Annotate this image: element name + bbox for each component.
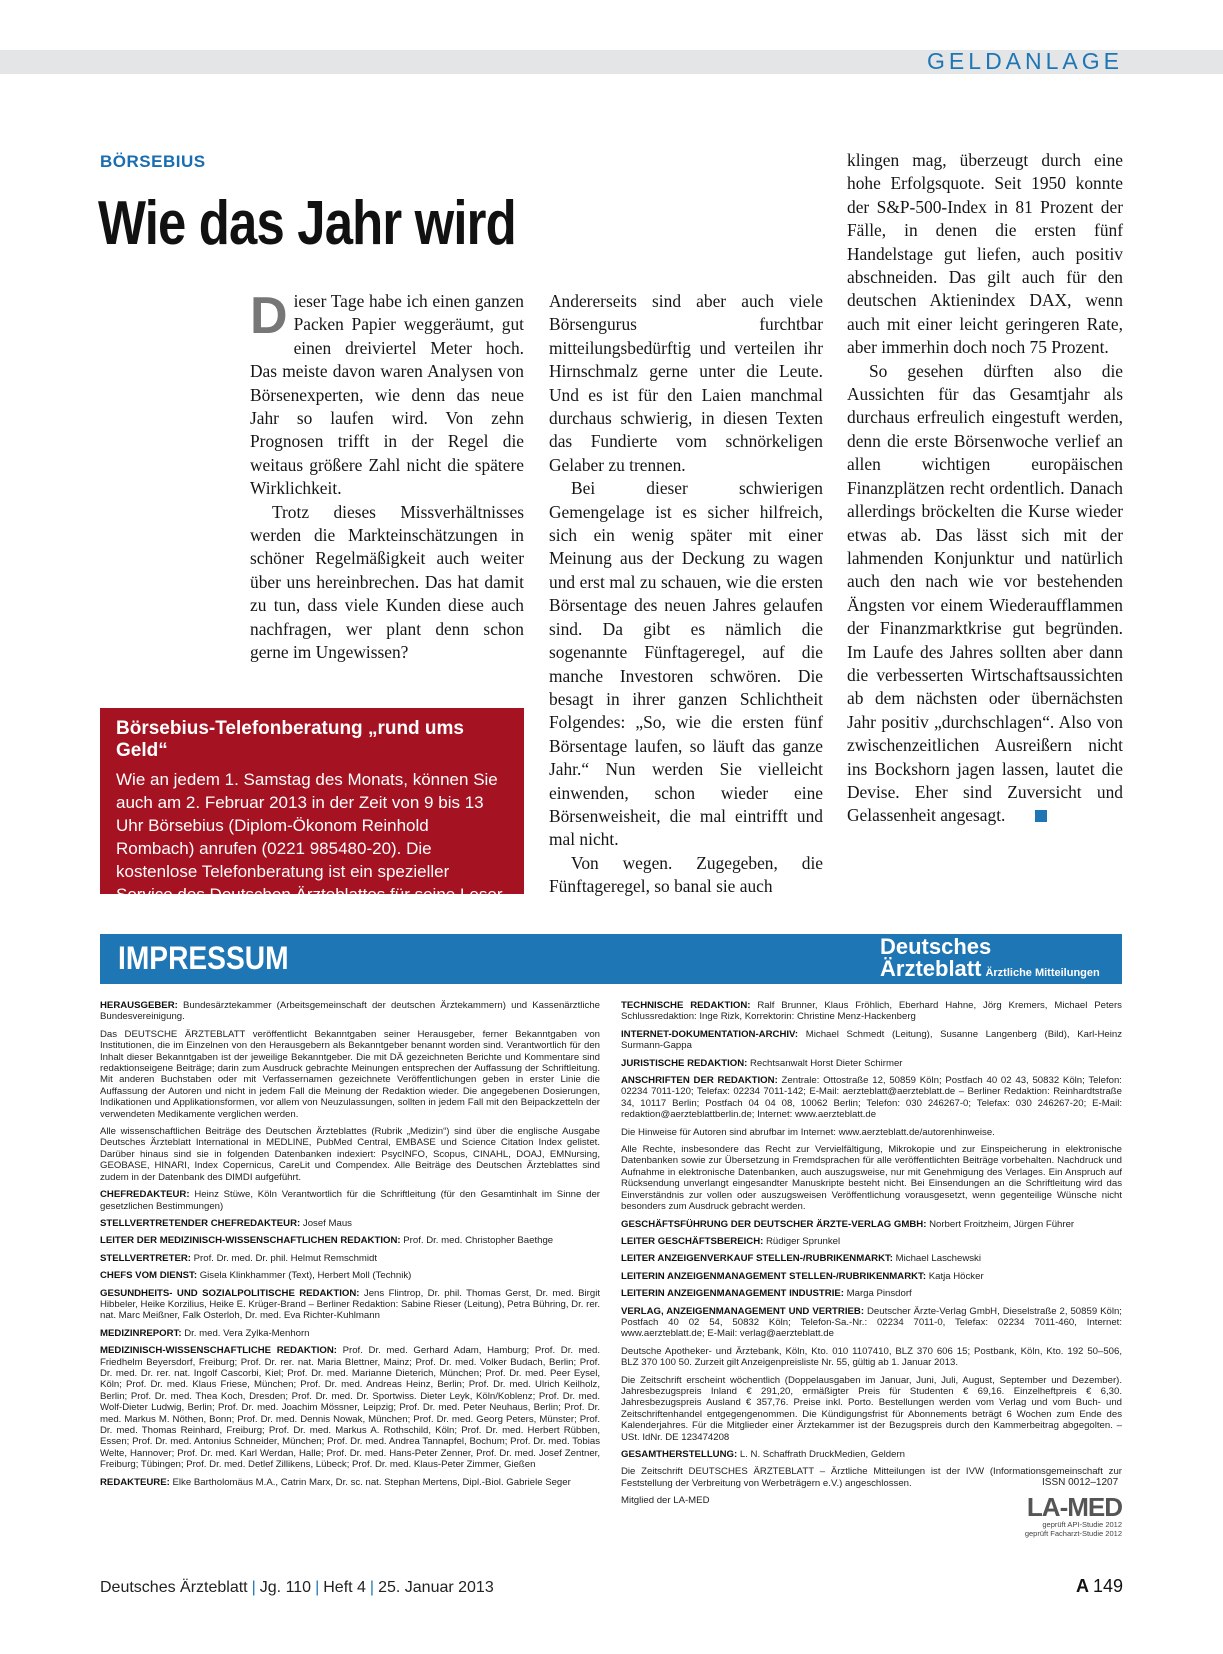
impressum-text: Michael Laschewski [895,1253,981,1265]
impressum-entry [100,1126,600,1183]
impressum-text: Jens Flintrop, Dr. phil. Thomas Gerst, Dr. med. Birgit Hibbeler, Heike Korzilius, Heike E. Krüger-Brand – Berliner Redaktion: Sabine Rieser (Leitung), Petra Bühring, Dr. rer. nat. Marc Meißner, Falk Osterloh, Dr. med. Eva Richter-Kuhlmann [100,1287,601,1322]
impressum-text: Deutsche Apotheker- und Ärztebank, Köln, Kto. 010 1107410, BLZ 370 606 15; Postbank, Köln, Kto. 192 50–506, BLZ 370 100 50. Zurzeit gilt Anzeigenpreisliste Nr. 55, gültig ab 1. Januar 2013. [621,1345,1122,1369]
article-headline: Wie das Jahr wird [98,189,516,258]
impressum-label: MEDIZINREPORT: [100,1327,182,1339]
article-paragraph: Von wegen. Zugegeben, die Fünftageregel, so banal sie auch [549,852,823,897]
impressum-text: Katja Höcker [928,1270,984,1282]
box-title: Börsebius-Telefonberatung „rund ums Geld“ [116,718,465,761]
impressum-entry [621,1288,1122,1299]
impressum-label: LEITER DER MEDIZINISCH-WISSENSCHAFTLICHEN REDAKTION: [100,1235,401,1247]
impressum-entry [621,1029,1122,1052]
impressum-text: Norbert Froitzheim, Jürgen Führer [929,1218,1075,1230]
impressum-text: Dr. med. Vera Zylka-Menhorn [184,1327,310,1339]
impressum-text: Elke Bartholomäus M.A., Catrin Marx, Dr. sc. nat. Stephan Mertens, Dipl.-Biol. Gabriele Seger [172,1476,571,1488]
impressum-label: STELLVERTRETENDER CHEFREDAKTEUR: [100,1217,301,1229]
journal-logo [880,936,1100,984]
impressum-entry [100,1477,600,1488]
article-paragraph: klingen mag, überzeugt durch eine hohe Erfolgsquote. Seit 1950 konnte der S&P-500-Index in 81 Prozent der Fälle, in denen die ersten fünf Handelstage gut liefen, auch positiv abschneiden. Das gilt auch für den deutschen Aktienindex DAX, wenn auch mit einer leicht geringeren Rate, aber immerhin doch noch 75 Prozent. [847,150,1123,358]
impressum-label: GESCHÄFTSFÜHRUNG DER DEUTSCHER ÄRZTE-VERLAG GMBH: [621,1218,927,1230]
impressum-entry [621,1058,1122,1069]
logo-subtitle: Ärztliche Mitteilungen [985,967,1100,979]
box-text: Wie an jedem 1. Samstag des Monats, können Sie auch am 2. Februar 2013 in der Zeit von 9 bis 13 Uhr Börsebius (Diplom-Ökonom Reinhold Rombach) anrufen (0221 985480-20). Die kostenlose Telefonberatung ist ein spezieller Service des Deutschen Ärzteblattes für seine Leser. [116,770,507,904]
impressum-column-left [100,1000,600,1494]
impressum-entry [621,1449,1122,1460]
impressum-entry [100,1253,600,1264]
impressum-text: Alle Rechte, insbesondere das Recht zur Vervielfältigung, Mikrokopie und zur Einspeicherung in elektronische Datenbanken sowie zur Übersetzung in Fremdsprachen für alle veröffentlichten Beiträge vorbehalten. Nachdruck und Aufnahme in elektronische Datenbanken, auch auszugsweise, nur mit Genehmigung des Verlages. Ein Anspruch auf Rücksendung unverlangt eingesandter Manuskripte besteht nicht. Bei Einsendungen an die Schriftleitung wird das Einverständnis zur vollen oder auszugsweisen Veröffentlichung vorausgesetzt, wenn gegenteilige Wünsche nicht besonders zum Ausdruck gebracht werden. [621,1144,1122,1213]
article-kicker: BÖRSEBIUS [100,152,206,171]
impressum-text: Die Zeitschrift DEUTSCHES ÄRZTEBLATT – Ärztliche Mitteilungen ist der IVW (Informationsgemeinschaft zur Feststellung der Verbreitung von Werbeträgern e.V.) angeschlossen. [621,1466,1122,1489]
impressum-text: Prof. Dr. med. Gerhard Adam, Hamburg; Prof. Dr. med. Friedhelm Beyersdorf, Freiburg; Prof. Dr. rer. nat. Maria Blettner, Mainz; Prof. Dr. med. Volker Budach, Berlin; Prof. Dr. med. Dr. rer. nat. Ingolf Cascorbi, Kiel; Prof. Dr. med. Marianne Dieterich, München; Prof. Dr. med. Peer Eysel, Köln; Prof. Dr. med. Klaus Friese, München; Prof. Dr. med. Andreas Heinz, Berlin; Prof. Dr. med. Ulrich Keilholz, Berlin; Prof. Dr. med. Thea Koch, Dresden; Prof. Dr. med. Dr. Sportwiss. Dieter Leyk, Köln/Koblenz; Prof. Dr. med. Wolf-Dieter Ludwig, Berlin; Prof. Dr. med. Joachim Mössner, Leipzig; Prof. Dr. med. Peter Neuhaus, Berlin; Prof. Dr. med. Markus M. Nöthen, Bonn; Prof. Dr. med. Dennis Nowak, München; Prof. Dr. med. Georg Peters, Münster; Prof. Dr. med. Thomas Reinhard, Freiburg; Prof. Dr. med. Markus A. Rothschild, Köln; Prof. Dr. med. Herbert Rübben, Essen; Prof. Dr. med. Antonius Schneider, München; Prof. Dr. med. Andrea Tannapfel, Bochum; Prof. Dr. med. Tobias Welte, Hannover; Prof. Dr. med. Karl Werdan, Halle; Prof. Dr. med. Hans-Peter Zenner, Prof. Dr. med. Josef Zentner, Freiburg; Tübingen; Prof. Dr. med. Detlef Zillikens, Lübeck; Prof. Dr. med. Klaus-Peter Zimmer, Gießen [100,1345,600,1471]
logo-line-1: Deutsches [880,934,992,959]
impressum-label: CHEFREDAKTEUR: [100,1189,190,1201]
la-med-note: geprüft Facharzt-Studie 2012 [1024,1529,1122,1538]
footer-issue: Heft 4 [323,1579,366,1596]
la-med-badge [1010,1494,1122,1538]
impressum-label: LEITER GESCHÄFTSBEREICH: [621,1235,764,1247]
impressum-label: ANSCHRIFTEN DER REDAKTION: [621,1075,778,1087]
impressum-text: Gisela Klinkhammer (Text), Herbert Moll (Technik) [199,1270,412,1282]
impressum-label: LEITERIN ANZEIGENMANAGEMENT STELLEN-/RUBRIKENMARKT: [621,1270,927,1282]
impressum-entry [621,1346,1122,1369]
impressum-text: Prof. Dr. med. Christopher Baethge [403,1235,554,1247]
logo-line-2: Ärzteblatt Ärztliche Mitteilungen [880,956,1100,981]
impressum-entry [100,1218,600,1229]
impressum-label: INTERNET-DOKUMENTATION-ARCHIV: [621,1028,799,1040]
impressum-text: Deutscher Ärzte-Verlag GmbH, Dieselstraße 2, 50859 Köln; Postfach 40 02 54, 50832 Köln; Telefon-Sa.-Nr.: 02234 7011-0, Telefax: 02234 7011-460, Internet: www.aerzteblatt.de; E-Mail: verlag@aerzteblatt.de [621,1305,1122,1340]
impressum-entry [100,1189,600,1212]
impressum-entry [100,1000,600,1023]
impressum-entry [621,1127,1122,1138]
impressum-label: GESAMTHERSTELLUNG: [621,1449,738,1460]
footer-journal: Deutsches Ärzteblatt [100,1579,248,1596]
footer-date: 25. Januar 2013 [378,1579,494,1596]
impressum-label: LEITER ANZEIGENVERKAUF STELLEN-/RUBRIKENMARKT: [621,1253,893,1265]
impressum-entry [100,1029,600,1120]
page-number: A 149 [1075,1576,1123,1596]
impressum-text: Rüdiger Sprunkel [766,1235,841,1247]
article-column-2 [549,290,823,899]
impressum-entry [621,1219,1122,1230]
impressum-text: Das DEUTSCHE ÄRZTEBLATT veröffentlicht Bekanntgaben seiner Herausgeber, ferner Bekanntgaben von Institutionen, die im Einzelnen von den Herausgebern als Bekanntgeber benannt worden sind. Verantwortlich für den Inhalt dieser Bekanntgaben ist der jeweilige Bekanntgeber. Die mit DÄ gezeichneten Berichte und Kommentare sind redaktionseigene Beiträge; darin zum Ausdruck gebrachte Meinungen entsprechen der Auffassung der Schriftleitung. Mit anderen Buchstaben oder mit Verfassernamen gezeichnete Veröffentlichungen geben in erster Linie die Auffassung der Autoren und nicht in jedem Fall die Meinung der Redaktion wieder. Die angegebenen Dosierungen, Indikationen und Applikationsformen, vor allem von Neuzulassungen, sollten in jedem Fall mit den Beipackzetteln der verwendeten Medikamente verglichen werden. [100,1028,600,1120]
end-mark-icon [1035,810,1047,822]
phone-consultation-box [100,708,524,904]
la-med-note: geprüft API-Studie 2012 [1042,1520,1122,1529]
footer-volume: Jg. 110 [259,1579,312,1596]
impressum-label: REDAKTEURE: [100,1476,170,1488]
article-paragraph: Bei dieser schwierigen Gemengelage ist es sicher hilfreich, sich ein wenig später mit einer Meinung aus der Deckung zu wagen und erst mal zu schauen, wie die ersten Börsentage des neuen Jahres gelaufen sind. Da gibt es nämlich die sogenannte Fünftageregel, auf die manche Investoren schwören. Die besagt in ihrer ganzen Schlichtheit Folgendes: „So, wie die ersten fünf Börsentage laufen, so läuft das ganze Jahr.“ Nun werden Sie vielleicht einwenden, schon wieder eine Börsenweisheit, die mal eintrifft und mal nicht. [549,478,823,850]
impressum-label: JURISTISCHE REDAKTION: [621,1057,748,1069]
impressum-text: Heinz Stüwe, Köln Verantwortlich für die Schriftleitung (für den Gesamtinhalt im Sinne der gesetzlichen Bestimmungen) [100,1189,600,1212]
impressum-text: Mitglied der LA-MED [621,1495,710,1507]
impressum-text: Die Zeitschrift erscheint wöchentlich (Doppelausgaben im Januar, Juni, Juli, August, September und Dezember). Jahresbezugspreis Inland € 291,20, ermäßigter Preis für Studenten € 69,16. Einzelheftpreis € 6,30. Jahresbezugspreis Ausland € 357,76. Preise inkl. Porto. Bestellungen werden vom Verlag und vom Buch- und Zeitschriftenhandel entgegengenommen. Die Kündigungsfrist für Abonnements beträgt 6 Wochen zum Ende des Kalenderjahres. Für die Mitglieder einer Ärztekammer ist der Bezugspreis durch den Kammerbeitrag abgegolten. – USt. IdNr. DE 123474208 [621,1374,1122,1443]
impressum-entry [621,1000,1122,1023]
impressum-text: Prof. Dr. med. Dr. phil. Helmut Remschmidt [193,1252,378,1264]
article-column-3 [847,149,1123,828]
impressum-text: Bundesärztekammer (Arbeitsgemeinschaft der deutschen Ärztekammern) und Kassenärztliche Bundesvereinigung. [100,1000,601,1023]
impressum-label: TECHNISCHE REDAKTION: [621,1000,751,1011]
impressum-text: Marga Pinsdorf [846,1288,912,1300]
impressum-entry [621,1375,1122,1443]
impressum-text: Die Hinweise für Autoren sind abrufbar im Internet: www.aerzteblatt.de/autorenhinweise. [621,1126,995,1138]
section-label: GELDANLAGE [927,48,1123,74]
impressum-text: Ralf Brunner, Klaus Fröhlich, Eberhard Hahne, Jörg Kremers, Michael Peters Schlussredaktion: Inge Rizk, Korrektorin: Christine Menz-Hackenberg [621,1000,1122,1023]
impressum-entry [621,1306,1122,1340]
impressum-label: STELLVERTRETER: [100,1252,191,1264]
drop-cap: D [250,287,288,345]
impressum-label: GESUNDHEITS- UND SOZIALPOLITISCHE REDAKTION: [100,1287,360,1299]
issn: ISSN 0012–1207 [1042,1477,1119,1488]
impressum-entry [621,1144,1122,1212]
impressum-entry [621,1271,1122,1282]
impressum-label: MEDIZINISCH-WISSENSCHAFTLICHE REDAKTION: [100,1345,337,1357]
impressum-column-right [621,1000,1122,1513]
impressum-entry [100,1328,600,1339]
article-paragraph: So gesehen dürften also die Aussichten für das Gesamtjahr als durchaus erfreulich eingestuft werden, denn die erste Börsenwoche verlief an allen wichtigen europäischen Finanzplätzen recht ordentlich. Danach allerdings bröckelten die Kurse wieder etwas ab. Das lässt sich mit der lahmenden Konjunktur und natürlich auch den nach wie vor bestehenden Ängsten vor einem Wiederaufflammen der Finanzmarktkrise gut begründen. Im Laufe des Jahres sollten aber dann die verbesserten Wirtschaftsaussichten ab dem nächsten oder übernächsten Jahr positiv „durchschlagen“. Also von zwischenzeitlichen Ausreißern nicht ins Bockshorn jagen lassen, lautet die Devise. Eher sind Zuversicht und Gelassenheit angesagt. [847,360,1123,826]
impressum-label: LEITERIN ANZEIGENMANAGEMENT INDUSTRIE: [621,1288,844,1300]
impressum-entry [621,1253,1122,1264]
impressum-entry [621,1236,1122,1247]
article-paragraph: Trotz dieses Missverhältnisses werden die Markteinschätzungen in schöner Regelmäßigkeit auch weiter über uns hereinbrechen. Das hat damit zu tun, dass viele Kunden diese auch nachfragen, wer plant denn schon gerne im Ungewissen? [250,501,524,663]
impressum-text: Josef Maus [302,1217,352,1229]
impressum-label: CHEFS VOM DIENST: [100,1270,198,1282]
impressum-text: L. N. Schaffrath DruckMedien, Geldern [739,1449,906,1460]
impressum-text: Michael Schmedt (Leitung), Susanne Langenberg (Bild), Karl-Heinz Surmann-Gappa [621,1028,1122,1052]
page-footer: Deutsches Ärzteblatt | Jg. 110 | Heft 4 | 25. Januar 2013 [100,1579,494,1596]
impressum-entry [100,1288,600,1322]
impressum-text: Zentrale: Ottostraße 12, 50859 Köln; Postfach 40 02 43, 50832 Köln; Telefon: 02234 7011-120; Telefax: 02234 7011-142; E-Mail: aerzteblatt@aerzteblatt.de – Berliner Redaktion: Reinhardtstraße 34, 10117 Berlin; Postfach 04 04 08, 10062 Berlin; Telefon: 030 246267-0; Telefax: 030 246267-20; E-Mail: redaktion@aerzteblattberlin.de; Internet: www.aerzteblatt.de [621,1075,1122,1121]
impressum-title: IMPRESSUM [118,940,289,976]
impressum-text: Rechtsanwalt Horst Dieter Schirmer [750,1057,903,1069]
article-paragraph: Andererseits sind aber auch viele Börsengurus furchtbar mitteilungsbedürftig und verteilen ihr Hirnschmalz gerne unter die Leute. Und es ist für den Laien manchmal durchaus schwierig, in diesen Texten das Fundierte vom schnörkeligen Gelaber zu trennen. [549,291,823,475]
impressum-entry [100,1270,600,1281]
impressum-label: HERAUSGEBER: [100,1000,178,1011]
impressum-text: Alle wissenschaftlichen Beiträge des Deutschen Ärzteblattes (Rubrik „Medizin“) sind über die englische Ausgabe Deutsches Ärzteblatt International in MEDLINE, PubMed Central, EMBASE und Science Citation Index gelistet. Darüber hinaus sind sie in folgenden Datenbanken indexiert: PsycINFO, Scopus, CINAHL, DOAJ, EMNursing, GEOBASE, HINARI, Index Copernicus, CareLit und Compendex. Alle Beiträge des Deutschen Ärzteblattes sind zudem in der Datenbank des DIMDI aufgeführt. [100,1126,600,1183]
impressum-entry [621,1075,1122,1121]
impressum-label: VERLAG, ANZEIGENMANAGEMENT UND VERTRIEB: [621,1305,865,1317]
article-column-1 [250,287,524,665]
article-paragraph: Dieser Tage habe ich einen ganzen Packen Papier weggeräumt, gut einen dreiviertel Meter hoch. Das meiste davon waren Analysen von Börsenexperten, wie denn das neue Jahr so laufen wird. Von zehn Prognosen trifft in der Regel die weitaus größere Zahl nicht die spätere Wirklichkeit. [250,287,524,499]
impressum-entry [100,1235,600,1246]
la-med-logo: LA-MED [1026,1492,1122,1522]
impressum-entry [100,1345,600,1470]
